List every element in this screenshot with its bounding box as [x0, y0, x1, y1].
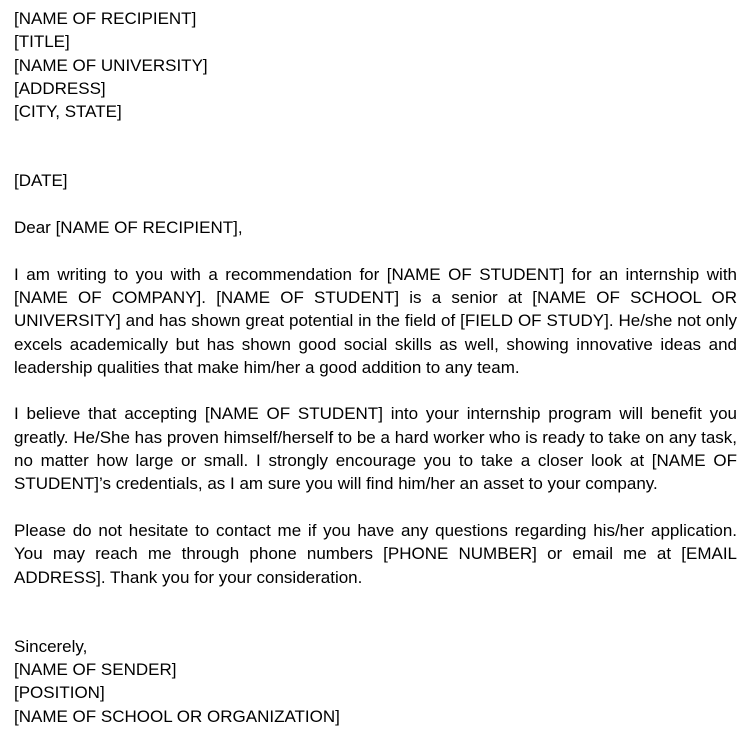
spacer	[14, 193, 737, 216]
letter-document	[14, 7, 737, 728]
body-paragraph-1: I am writing to you with a recommendation for [NAME OF STUDENT] for an internship with [NAME OF COMPANY]. [NAME OF STUDENT] is a senior at [NAME OF SCHOOL OR UNIVERSITY] and has shown great potential in the field of [FIELD OF STUDY]. He/she not only excels academically but has shown good social skills as well, showing innovative ideas and leadership qualities that make him/her a good addition to any team.	[14, 264, 737, 377]
valediction: Sincerely,	[14, 636, 88, 656]
sender-name: [NAME OF SENDER]	[14, 660, 177, 680]
recipient-title: [TITLE]	[14, 32, 70, 52]
body-paragraph-2: I believe that accepting [NAME OF STUDENT] into your internship program will benefit you greatly. He/She has proven himself/herself to be a hard worker who is ready to take on any task, no matter how large or small. I strongly encourage you to take a closer look at [NAME OF STUDENT]’s credentials, as I am sure you will find him/her an asset to your company.	[14, 404, 737, 494]
signature-block	[14, 635, 737, 728]
body-paragraph-3: Please do not hesitate to contact me if you have any questions regarding his/her application. You may reach me through phone numbers [PHONE NUMBER] or email me at [EMAIL ADDRESS]. Thank you for your consideration.	[14, 520, 737, 587]
spacer	[14, 379, 737, 402]
recipient-address-block	[14, 7, 737, 123]
spacer	[14, 589, 737, 635]
letter-date: [DATE]	[14, 171, 68, 191]
recipient-university: [NAME OF UNIVERSITY]	[14, 55, 208, 75]
salutation: Dear [NAME OF RECIPIENT],	[14, 218, 243, 238]
recipient-address: [ADDRESS]	[14, 78, 106, 98]
recipient-name: [NAME OF RECIPIENT]	[14, 9, 197, 28]
sender-organization: [NAME OF SCHOOL OR ORGANIZATION]	[14, 706, 340, 726]
spacer	[14, 123, 737, 169]
recipient-city-state: [CITY, STATE]	[14, 102, 122, 122]
spacer	[14, 496, 737, 519]
sender-position: [POSITION]	[14, 683, 105, 703]
spacer	[14, 239, 737, 262]
